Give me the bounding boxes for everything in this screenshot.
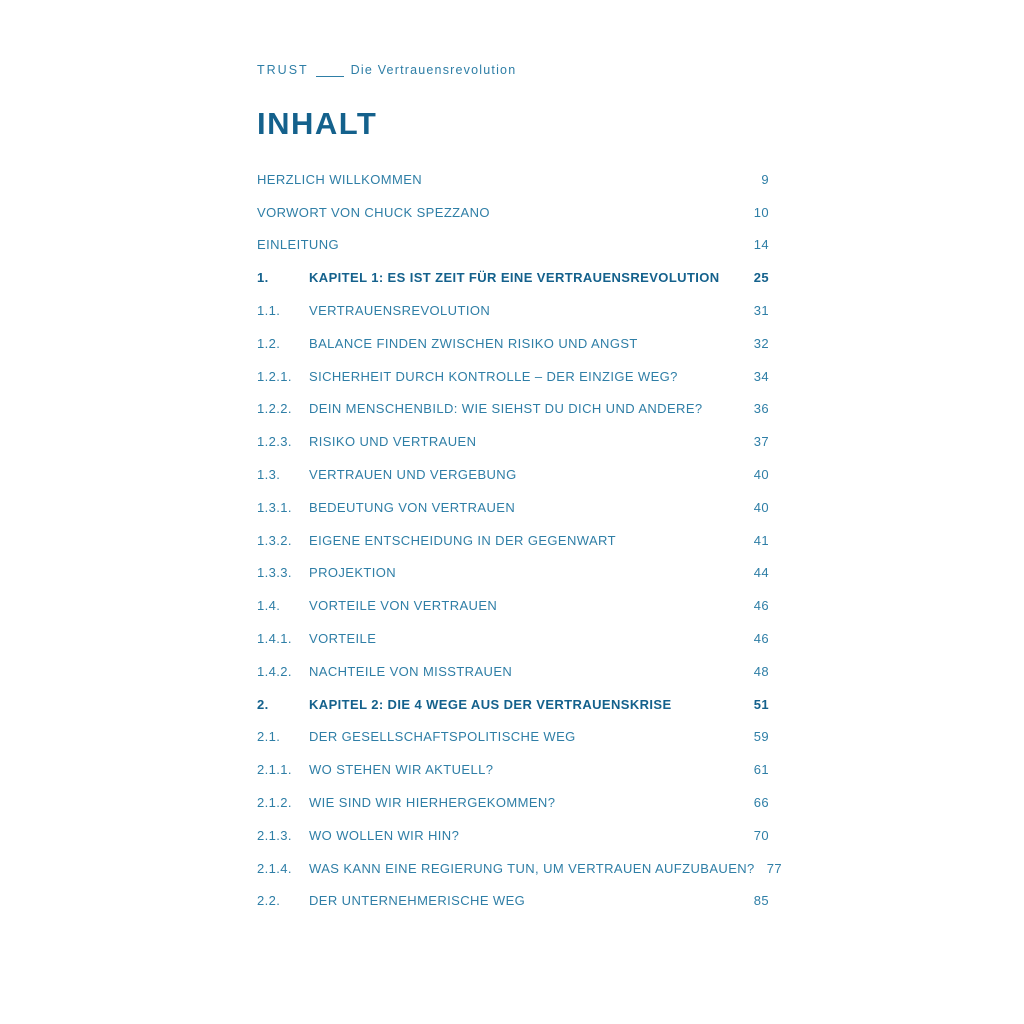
toc-entry-page: 36 [753, 401, 769, 417]
toc-entry-page: 85 [753, 893, 769, 909]
toc-entry-label[interactable]: WAS KANN EINE REGIERUNG TUN, UM VERTRAUEN AUFZUBAUEN? [309, 860, 755, 876]
toc-row [257, 425, 769, 458]
toc-entry-number: 1.4.2. [257, 663, 292, 679]
toc-entry-number: 1.3.2. [257, 532, 292, 548]
toc-entry-page: 44 [753, 565, 769, 581]
toc-entry-label[interactable]: DER GESELLSCHAFTSPOLITISCHE WEG [309, 729, 576, 745]
toc-entry-label[interactable]: KAPITEL 1: ES IST ZEIT FÜR EINE VERTRAUENSREVOLUTION [309, 270, 720, 286]
toc-entry-page: 37 [753, 434, 769, 450]
toc-entry-page: 66 [753, 795, 769, 811]
toc-entry-page: 48 [753, 663, 769, 679]
toc-entry-label[interactable]: HERZLICH WILLKOMMEN [257, 171, 423, 187]
toc-row [257, 819, 769, 852]
toc-entry-number: 1.4. [257, 598, 281, 614]
toc-row [257, 163, 769, 196]
toc-entry-number: 1.3. [257, 467, 281, 483]
toc-entry-page: 77 [766, 860, 782, 876]
toc-entry-page: 31 [753, 303, 769, 319]
book-title: TRUST [257, 63, 309, 77]
toc-row [257, 753, 769, 786]
toc-entry-label[interactable]: RISIKO UND VERTRAUEN [309, 434, 477, 450]
toc-entry-page: 9 [761, 171, 769, 187]
toc-row [257, 294, 769, 327]
book-header [257, 63, 769, 79]
toc-entry-number: 2.1. [257, 729, 281, 745]
toc-entry-page: 25 [753, 270, 769, 286]
toc-entry-number: 1.2. [257, 335, 281, 351]
toc-entry-label[interactable]: DEIN MENSCHENBILD: WIE SIEHST DU DICH UND ANDERE? [309, 401, 703, 417]
toc-entry-number: 1.3.1. [257, 499, 292, 515]
toc-entry-label[interactable]: BALANCE FINDEN ZWISCHEN RISIKO UND ANGST [309, 335, 638, 351]
toc-entry-page: 51 [753, 696, 769, 712]
toc-entry-label[interactable]: EINLEITUNG [257, 237, 340, 253]
header-separator-line [316, 76, 344, 77]
toc-entry-number: 1.1. [257, 303, 281, 319]
toc-entry-label[interactable]: VORWORT VON CHUCK SPEZZANO [257, 204, 490, 220]
toc-entry-page: 34 [753, 368, 769, 384]
toc-row [257, 524, 769, 557]
toc-entry-page: 61 [753, 762, 769, 778]
toc-entry-label[interactable]: NACHTEILE VON MISSTRAUEN [309, 663, 513, 679]
toc-entry-number: 2.1.1. [257, 762, 292, 778]
toc-row [257, 655, 769, 688]
toc-entry-page: 46 [753, 598, 769, 614]
toc-row [257, 327, 769, 360]
toc-entry-page: 59 [753, 729, 769, 745]
toc-entry-page: 40 [753, 499, 769, 515]
page-title: INHALT [257, 106, 378, 141]
toc-entry-label[interactable]: WO STEHEN WIR AKTUELL? [309, 762, 494, 778]
toc-entry-page: 14 [753, 237, 769, 253]
toc-entry-label[interactable]: WIE SIND WIR HIERHERGEKOMMEN? [309, 795, 556, 811]
toc-entry-label[interactable]: SICHERHEIT DURCH KONTROLLE – DER EINZIGE WEG? [309, 368, 678, 384]
toc-entry-number: 1.4.1. [257, 631, 292, 647]
toc-content [257, 63, 782, 917]
toc-entry-page: 40 [753, 467, 769, 483]
toc-row [257, 721, 769, 754]
toc-entry-number: 2.1.3. [257, 827, 292, 843]
toc-entry-number: 1. [257, 270, 269, 286]
toc-row [257, 360, 769, 393]
toc-row [257, 852, 782, 885]
toc-entry-label[interactable]: EIGENE ENTSCHEIDUNG IN DER GEGENWART [309, 532, 616, 548]
toc-entry-page: 46 [753, 631, 769, 647]
toc-row [257, 688, 769, 721]
toc-row [257, 786, 769, 819]
toc-entry-label[interactable]: WO WOLLEN WIR HIN? [309, 827, 460, 843]
toc-entry-number: 2.1.4. [257, 860, 292, 876]
toc-row [257, 458, 769, 491]
toc-row [257, 885, 769, 918]
toc-entry-page: 10 [753, 204, 769, 220]
toc-row [257, 229, 769, 262]
toc-entry-number: 1.2.2. [257, 401, 292, 417]
toc-entry-page: 41 [753, 532, 769, 548]
toc-entry-label[interactable]: PROJEKTION [309, 565, 397, 581]
toc-row [257, 491, 769, 524]
toc-entry-number: 2.2. [257, 893, 281, 909]
toc-entry-label[interactable]: KAPITEL 2: DIE 4 WEGE AUS DER VERTRAUENSKRISE [309, 696, 672, 712]
toc-entry-number: 1.2.3. [257, 434, 292, 450]
toc-entry-label[interactable]: DER UNTERNEHMERISCHE WEG [309, 893, 526, 909]
toc-entry-page: 70 [753, 827, 769, 843]
toc-entry-label[interactable]: VERTRAUENSREVOLUTION [309, 303, 491, 319]
toc-entry-label[interactable]: VERTRAUEN UND VERGEBUNG [309, 467, 517, 483]
toc-entry-page: 32 [753, 335, 769, 351]
toc-entry-label[interactable]: BEDEUTUNG VON VERTRAUEN [309, 499, 516, 515]
toc-entry-number: 1.3.3. [257, 565, 292, 581]
toc-entry-number: 2.1.2. [257, 795, 292, 811]
toc-row [257, 557, 769, 590]
toc-entry-number: 2. [257, 696, 269, 712]
toc-row [257, 393, 769, 426]
toc-entry-label[interactable]: VORTEILE [309, 631, 377, 647]
book-subtitle: Die Vertrauensrevolution [350, 63, 517, 77]
toc-row [257, 261, 769, 294]
toc-entry-label[interactable]: VORTEILE VON VERTRAUEN [309, 598, 498, 614]
toc-entry-number: 1.2.1. [257, 368, 292, 384]
toc-row [257, 196, 769, 229]
toc-list [257, 163, 782, 917]
toc-row [257, 589, 769, 622]
toc-row [257, 622, 769, 655]
